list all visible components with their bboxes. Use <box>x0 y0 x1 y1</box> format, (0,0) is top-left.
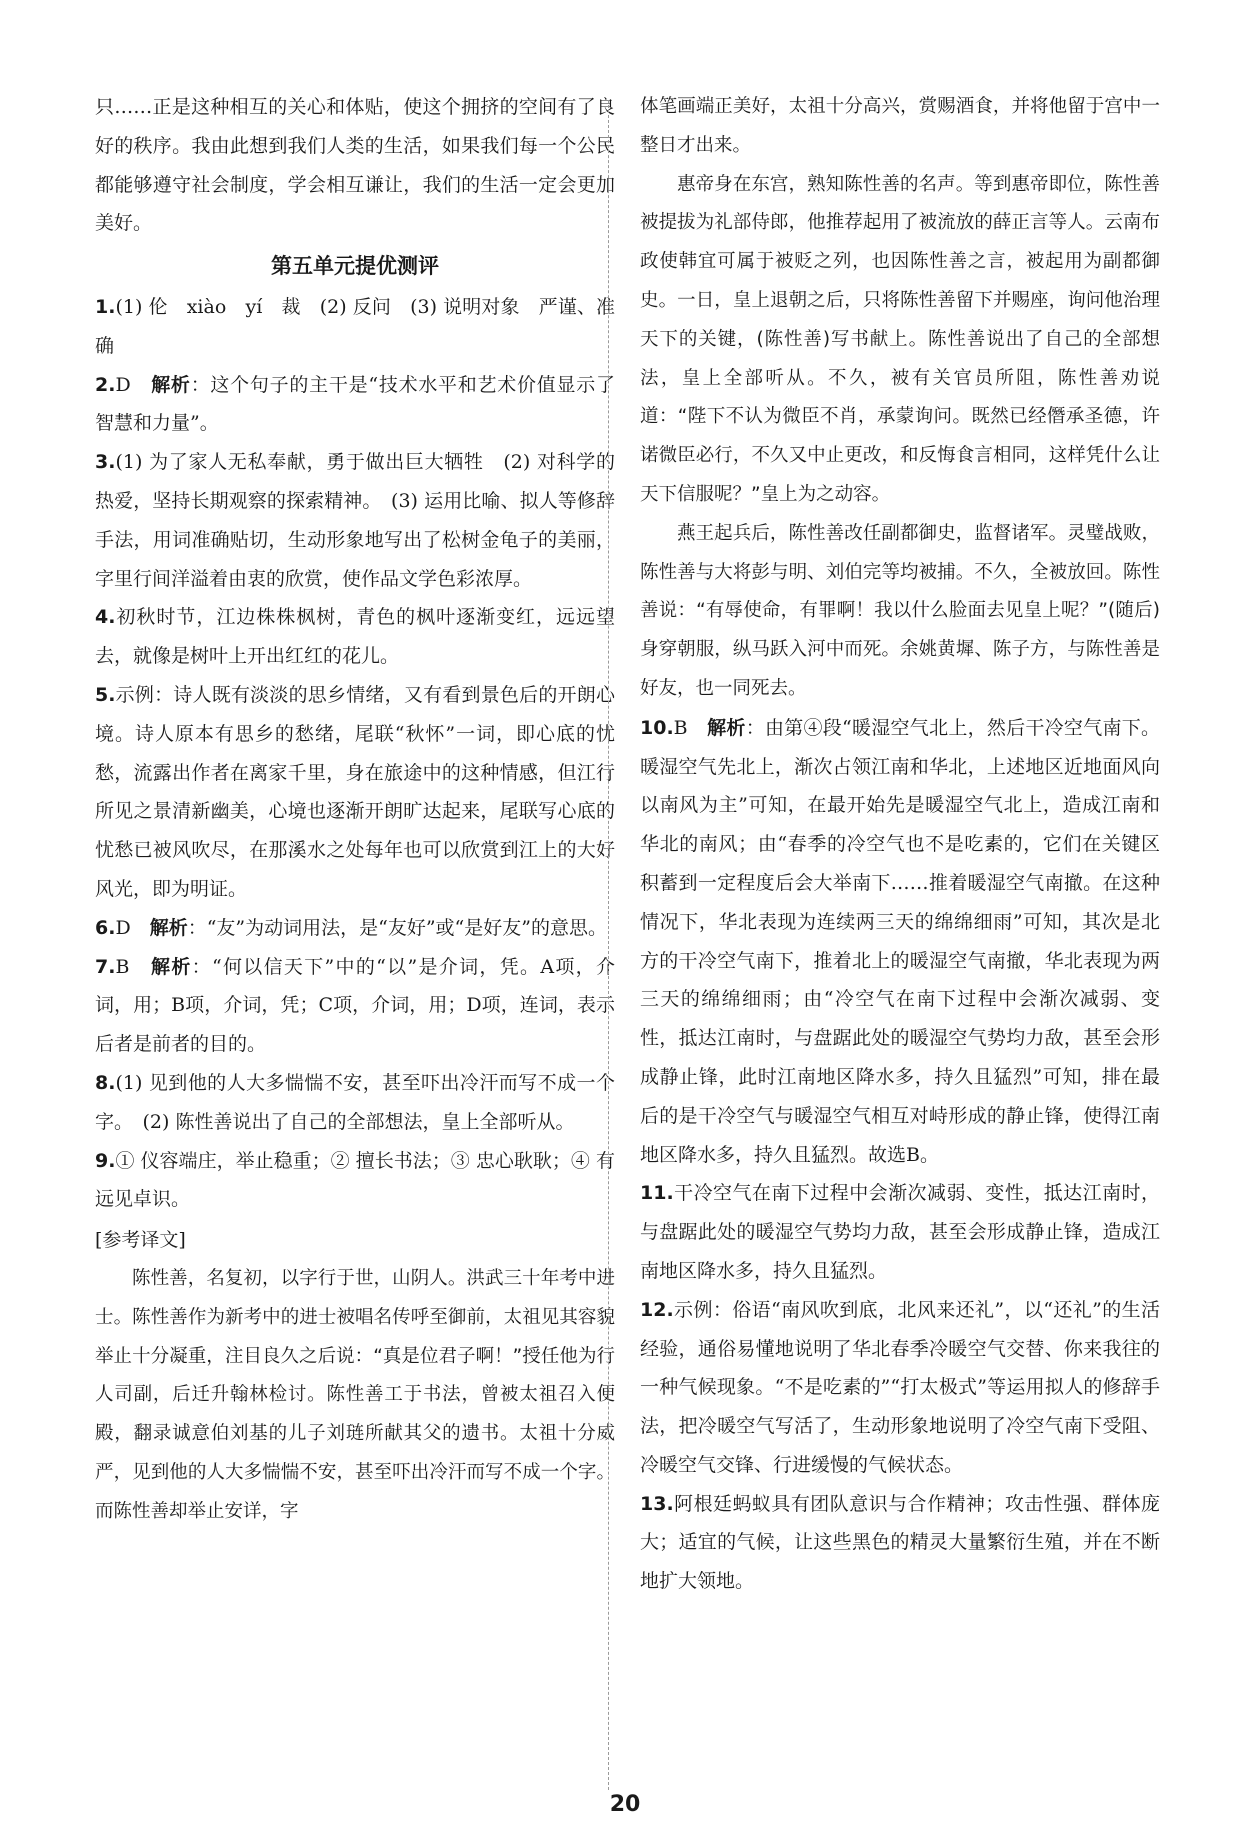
column-divider <box>608 100 609 1790</box>
translation-paragraph: 陈性善，名复初，以字行于世，山阴人。洪武三十年考中进士。陈性善作为新考中的进士被唱名传呼至御前，太祖见其容貌举止十分凝重，注目良久之后说：“真是位君子啊！”授任他为行人司副，后迁升翰林检讨。陈性善工于书法，曾被太祖召入便殿，翻录诚意伯刘基的儿子刘琏所献其父的遗书。太祖十分威严，见到他的人大多惴惴不安，甚至吓出冷汗而写不成一个字。而陈性善却举止安详，字 <box>95 1267 615 1522</box>
reference-translation-label: [参考译文] <box>95 1229 186 1252</box>
translation-paragraph-2: 惠帝身在东宫，熟知陈性善的名声。等到惠帝即位，陈性善被提拔为礼部侍郎，他推荐起用了被流放的薛正言等人。云南布政使韩宜可属于被贬之列，也因陈性善之言，被起用为副都御史。一日，皇上退朝之后，只将陈性善留下并赐座，询问他治理天下的关键，(陈性善)写书献上。陈性善说出了自己的全部想法，皇上全部听从。不久，被有关官员所阻，陈性善劝说道：“陛下不认为微臣不肖，承蒙询问。既然已经僭承圣德，许诺微臣必行，不久又中止更改，和反悔食言相同，这样凭什么让天下信服呢？”皇上为之动容。 <box>640 173 1160 505</box>
answer-11: 11.干冷空气在南下过程中会渐次减弱、变性，抵达江南时，与盘踞此处的暖湿空气势均力敌，甚至会形成静止锋，造成江南地区降水多，持久且猛烈。 <box>640 1182 1160 1282</box>
answer-1: 1.(1) 伦 xiào yí 裁 (2) 反问 (3) 说明对象 严谨、准确 <box>95 295 615 357</box>
answer-9: 9.① 仪容端庄，举止稳重；② 擅长书法；③ 忠心耿耿；④ 有远见卓识。 <box>95 1149 615 1211</box>
intro-paragraph: 只……正是这种相互的关心和体贴，使这个拥挤的空间有了良好的秩序。我由此想到我们人类的生活，如果我们每一个公民都能够遵守社会制度，学会相互谦让，我们的生活一定会更加美好。 <box>95 96 615 235</box>
answer-3: 3.(1) 为了家人无私奉献，勇于做出巨大牺牲 (2) 对科学的热爱，坚持长期观察的探索精神。 (3) 运用比喻、拟人等修辞手法，用词准确贴切，生动形象地写出了松树金龟子的美丽，字里行间洋溢着由衷的欣赏，使作品文学色彩浓厚。 <box>95 451 615 590</box>
answer-2: 2.D 解析：这个句子的主干是“技术水平和艺术价值显示了智慧和力量”。 <box>95 373 616 435</box>
answer-13: 13.阿根廷蚂蚁具有团队意识与合作精神；攻击性强、群体庞大；适宜的气候，让这些黑色的精灵大量繁衍生殖，并在不断地扩大领地。 <box>640 1492 1160 1593</box>
left-column <box>95 88 615 1531</box>
right-column <box>640 88 1160 1601</box>
translation-continued: 体笔画端正美好，太祖十分高兴，赏赐酒食，并将他留于宫中一整日才出来。 <box>640 96 1160 156</box>
answer-4: 4.初秋时节，江边株株枫树，青色的枫叶逐渐变红，远远望去，就像是树叶上开出红红的花儿。 <box>95 606 615 668</box>
answer-12: 12.示例：俗语“南风吹到底，北风来还礼”，以“还礼”的生活经验，通俗易懂地说明了华北春季冷暖空气交替、你来我往的一种气候现象。“不是吃素的”“打太极式”等运用拟人的修辞手法，把冷暖空气写活了，生动形象地说明了冷空气南下受阻、冷暖空气交锋、行进缓慢的气候状态。 <box>640 1298 1160 1476</box>
section-title: 第五单元提优测评 <box>271 254 439 279</box>
answer-5: 5.示例：诗人既有淡淡的思乡情绪，又有看到景色后的开朗心境。诗人原本有思乡的愁绪，尾联“秋怀”一词，即心底的忧愁，流露出作者在离家千里，身在旅途中的这种情感，但江行所见之景清新幽美，心境也逐渐开朗旷达起来，尾联写心底的忧愁已被风吹尽，在那溪水之处每年也可以欣赏到江上的大好风光，即为明证。 <box>95 683 615 900</box>
page-number: 20 <box>609 1792 641 1817</box>
answer-7: 7.B 解析：“何以信天下”中的“以”是介词，凭。A项，介词，用；B项，介词，凭；C项，介词，用；D项，连词，表示后者是前者的目的。 <box>95 955 615 1056</box>
answer-6: 6.D 解析：“友”为动词用法，是“友好”或“是好友”的意思。 <box>95 916 607 939</box>
answer-8: 8.(1) 见到他的人大多惴惴不安，甚至吓出冷汗而写不成一个字。 (2) 陈性善说出了自己的全部想法，皇上全部听从。 <box>95 1071 615 1133</box>
answer-10: 10.B 解析：由第④段“暖湿空气北上，然后干冷空气南下。暖湿空气先北上，渐次占领江南和华北，上述地区近地面风向以南风为主”可知，在最开始先是暖湿空气北上，造成江南和华北的南风；由“春季的冷空气也不是吃素的，它们在关键区积蓄到一定程度后会大举南下……推着暖湿空气南撤。在这种情况下，华北表现为连续两三天的绵绵细雨”可知，其次是北方的干冷空气南下，推着北上的暖湿空气南撤，华北表现为两三天的绵绵细雨；由“冷空气在南下过程中会渐次减弱、变性，抵达江南时，与盘踞此处的暖湿空气势均力敌，甚至会形成静止锋，此时江南地区降水多，持久且猛烈”可知，排在最后的是干冷空气与暖湿空气相互对峙形成的静止锋，使得江南地区降水多，持久且猛烈。故选B。 <box>640 716 1160 1166</box>
translation-paragraph-3: 燕王起兵后，陈性善改任副都御史，监督诸军。灵璧战败，陈性善与大将彭与明、刘伯完等均被捕。不久，全被放回。陈性善说：“有辱使命，有罪啊！我以什么脸面去见皇上呢？”(随后)身穿朝服，纵马跃入河中而死。余姚黄墀、陈子方，与陈性善是好友，也一同死去。 <box>640 522 1160 699</box>
